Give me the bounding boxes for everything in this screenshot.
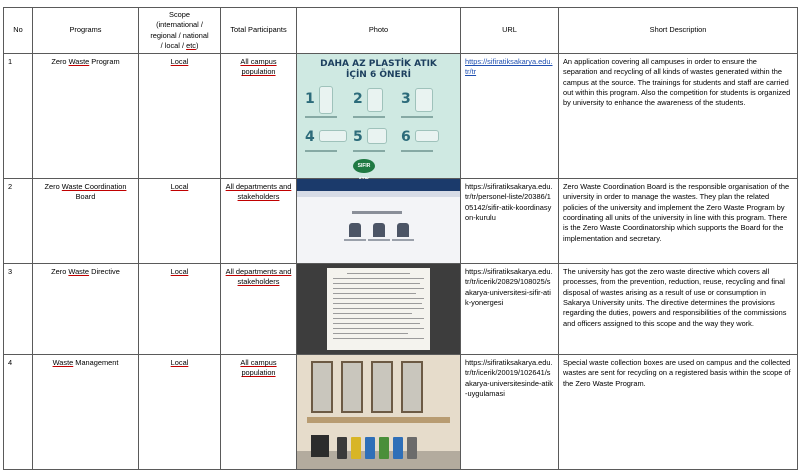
- text-line: [333, 313, 412, 314]
- infographic-number: 4: [305, 129, 315, 146]
- header-url: URL: [461, 8, 559, 54]
- photo-cell: [297, 54, 461, 179]
- recycling-bin: [351, 437, 361, 459]
- participants-value: All campus population: [240, 57, 277, 77]
- description-cell: The university has got the zero waste directive which covers all processes, from the prevention, reduction, reuse, recycling and final disposal of wastes arising as a result of use or consumption in Sakarya University units. The directive determines the provisions regarding the duties, powers and responsibilities of the commissions and officers assigned to this scope and the way they work.: [559, 264, 798, 355]
- programs-table: [3, 7, 798, 470]
- header-scope: [139, 8, 221, 54]
- caption-line: [305, 116, 337, 118]
- text-line: [333, 283, 420, 284]
- program-name-c: Board: [75, 192, 96, 202]
- program-name: [33, 54, 139, 179]
- person-caption: [344, 239, 366, 241]
- text-line: [333, 278, 424, 279]
- shelf: [307, 417, 450, 423]
- header-scope-line3: regional / national: [150, 30, 209, 40]
- program-name-b: Waste Coordination: [61, 182, 127, 192]
- recycling-bin: [379, 437, 389, 459]
- url-cell: [461, 54, 559, 179]
- participants-value: All departments and stakeholders: [225, 182, 292, 202]
- text-line: [333, 338, 424, 339]
- header-scope-line1: Scope: [169, 10, 190, 19]
- scope-value: Local: [170, 358, 189, 368]
- infographic-number: 1: [305, 91, 315, 108]
- program-name-c: Program: [89, 57, 120, 67]
- participants-value: All campus population: [240, 358, 277, 378]
- program-name-a: Zero: [51, 57, 69, 67]
- infographic-number: 2: [353, 91, 363, 108]
- person-caption: [368, 239, 390, 241]
- zero-waste-logo: SIFIR: [353, 159, 375, 173]
- program-name-b: Waste: [68, 57, 90, 67]
- text-line: [333, 318, 424, 319]
- recycling-bin: [393, 437, 403, 459]
- text-line: [333, 293, 416, 294]
- header-programs: Programs: [33, 8, 139, 54]
- header-no: No: [4, 8, 33, 54]
- participants-cell: [221, 54, 297, 179]
- scope-cell: [139, 264, 221, 355]
- row-no: 3: [4, 264, 33, 355]
- text-line: [333, 303, 422, 304]
- participants-cell: [221, 264, 297, 355]
- scope-value: Local: [170, 182, 189, 192]
- program-name-a: Zero: [51, 267, 69, 277]
- program-name-a: Zero: [44, 182, 62, 192]
- person-photo: [349, 223, 361, 237]
- program-name-b: Waste: [52, 358, 74, 368]
- caption-line: [353, 150, 385, 152]
- printer: [311, 435, 329, 457]
- header-participants: Total Participants: [221, 8, 297, 54]
- container-icon: [415, 130, 439, 142]
- description-cell: An application covering all campuses in order to ensure the separation and recycling of all kinds of wastes generated within the campus at the source. The trainings for students and staff are carried out within this program. Also the competition for students is organized by university to enhance the awareness of the students.: [559, 54, 798, 179]
- header-description: Short Description: [559, 8, 798, 54]
- description-cell: Special waste collection boxes are used on campus and the collected wastes are sent for recycling on a registered basis within the scope of the Zero Waste Program.: [559, 355, 798, 470]
- participants-cell: [221, 355, 297, 470]
- header-scope-line4: / local /: [160, 40, 185, 50]
- program-name-c: Management: [73, 358, 119, 368]
- container-icon: [319, 130, 347, 142]
- header-scope-etc: etc: [186, 40, 196, 50]
- url-cell: https://sifiratiksakarya.edu.tr/tr/icerik/20829/108025/sakarya-universitesi-sifir-atik-yonergesi: [461, 264, 559, 355]
- window: [371, 361, 393, 413]
- header-row: [4, 8, 798, 54]
- row-no: 1: [4, 54, 33, 179]
- table-row: [4, 179, 798, 264]
- infographic-number: 5: [353, 129, 363, 146]
- plastic-waste-infographic-image: [297, 54, 460, 178]
- table-row: [4, 355, 798, 470]
- person-photo: [373, 223, 385, 237]
- program-name: [33, 355, 139, 470]
- row-no: 4: [4, 355, 33, 470]
- infographic-title-line2: İÇİN 6 ÖNERİ: [346, 70, 411, 81]
- text-line: [333, 288, 424, 289]
- caption-line: [353, 116, 385, 118]
- program-name-b: Waste: [68, 267, 90, 277]
- text-line: [347, 273, 410, 274]
- document-page-image: [327, 268, 430, 350]
- text-line: [333, 323, 420, 324]
- infographic-title: [297, 59, 460, 81]
- url-cell: https://sifiratiksakarya.edu.tr/tr/icerik/20019/102641/sakarya-universitesinde-atik-uygulamasi: [461, 355, 559, 470]
- scope-value: Local: [170, 57, 189, 67]
- participants-value: All departments and stakeholders: [225, 267, 292, 287]
- waste-collection-bins-photo: [297, 355, 460, 469]
- scope-value: Local: [170, 267, 189, 277]
- scope-cell: [139, 355, 221, 470]
- header-scope-close: ): [195, 40, 199, 50]
- caption-line: [401, 116, 433, 118]
- table-row: [4, 264, 798, 355]
- page-heading-line: [352, 211, 402, 214]
- scope-cell: [139, 54, 221, 179]
- coordination-board-webpage-image: [297, 179, 460, 263]
- row-no: 2: [4, 179, 33, 264]
- person-photo: [397, 223, 409, 237]
- cup-icon: [415, 88, 433, 112]
- website-header-bar: [297, 179, 460, 191]
- recycling-bin: [365, 437, 375, 459]
- photo-cell: [297, 264, 461, 355]
- program-url-link[interactable]: https://sifiratiksakarya.edu.tr/tr: [465, 57, 553, 77]
- text-line: [333, 333, 408, 334]
- program-name-c: Directive: [89, 267, 120, 277]
- text-line: [333, 308, 424, 309]
- caption-line: [305, 150, 337, 152]
- window: [341, 361, 363, 413]
- url-cell: https://sifiratiksakarya.edu.tr/tr/personel-liste/20386/105142/sifir-atik-koordinasyon-kurulu: [461, 179, 559, 264]
- header-scope-line2: (international /: [156, 20, 203, 30]
- bottle-icon: [367, 88, 383, 112]
- photo-cell: [297, 355, 461, 470]
- infographic-number: 6: [401, 129, 411, 146]
- program-name: [33, 179, 139, 264]
- caption-line: [401, 150, 433, 152]
- description-cell: Zero Waste Coordination Board is the responsible organisation of the university in order to manage the wastes. They plan the related policies of the university and implement the Zero Waste Program by coordinating all units of the university in line with this program. There is the Zero Waste Coordinatorship which supports the Board for the implementation and secretary.: [559, 179, 798, 264]
- program-name: [33, 264, 139, 355]
- window: [311, 361, 333, 413]
- participants-cell: [221, 179, 297, 264]
- infographic-title-line1: DAHA AZ PLASTİK ATIK: [320, 59, 437, 70]
- text-line: [333, 298, 424, 299]
- window: [401, 361, 423, 413]
- person-caption: [392, 239, 414, 241]
- bottle-icon: [319, 86, 333, 114]
- recycling-bin: [337, 437, 347, 459]
- scope-cell: [139, 179, 221, 264]
- header-photo: Photo: [297, 8, 461, 54]
- table-row: [4, 54, 798, 179]
- website-nav-bar: [297, 191, 460, 197]
- infographic-number: 3: [401, 91, 411, 108]
- recycling-bin: [407, 437, 417, 459]
- photo-cell: [297, 179, 461, 264]
- bag-icon: [367, 128, 387, 144]
- directive-document-image: [297, 264, 460, 354]
- text-line: [333, 328, 424, 329]
